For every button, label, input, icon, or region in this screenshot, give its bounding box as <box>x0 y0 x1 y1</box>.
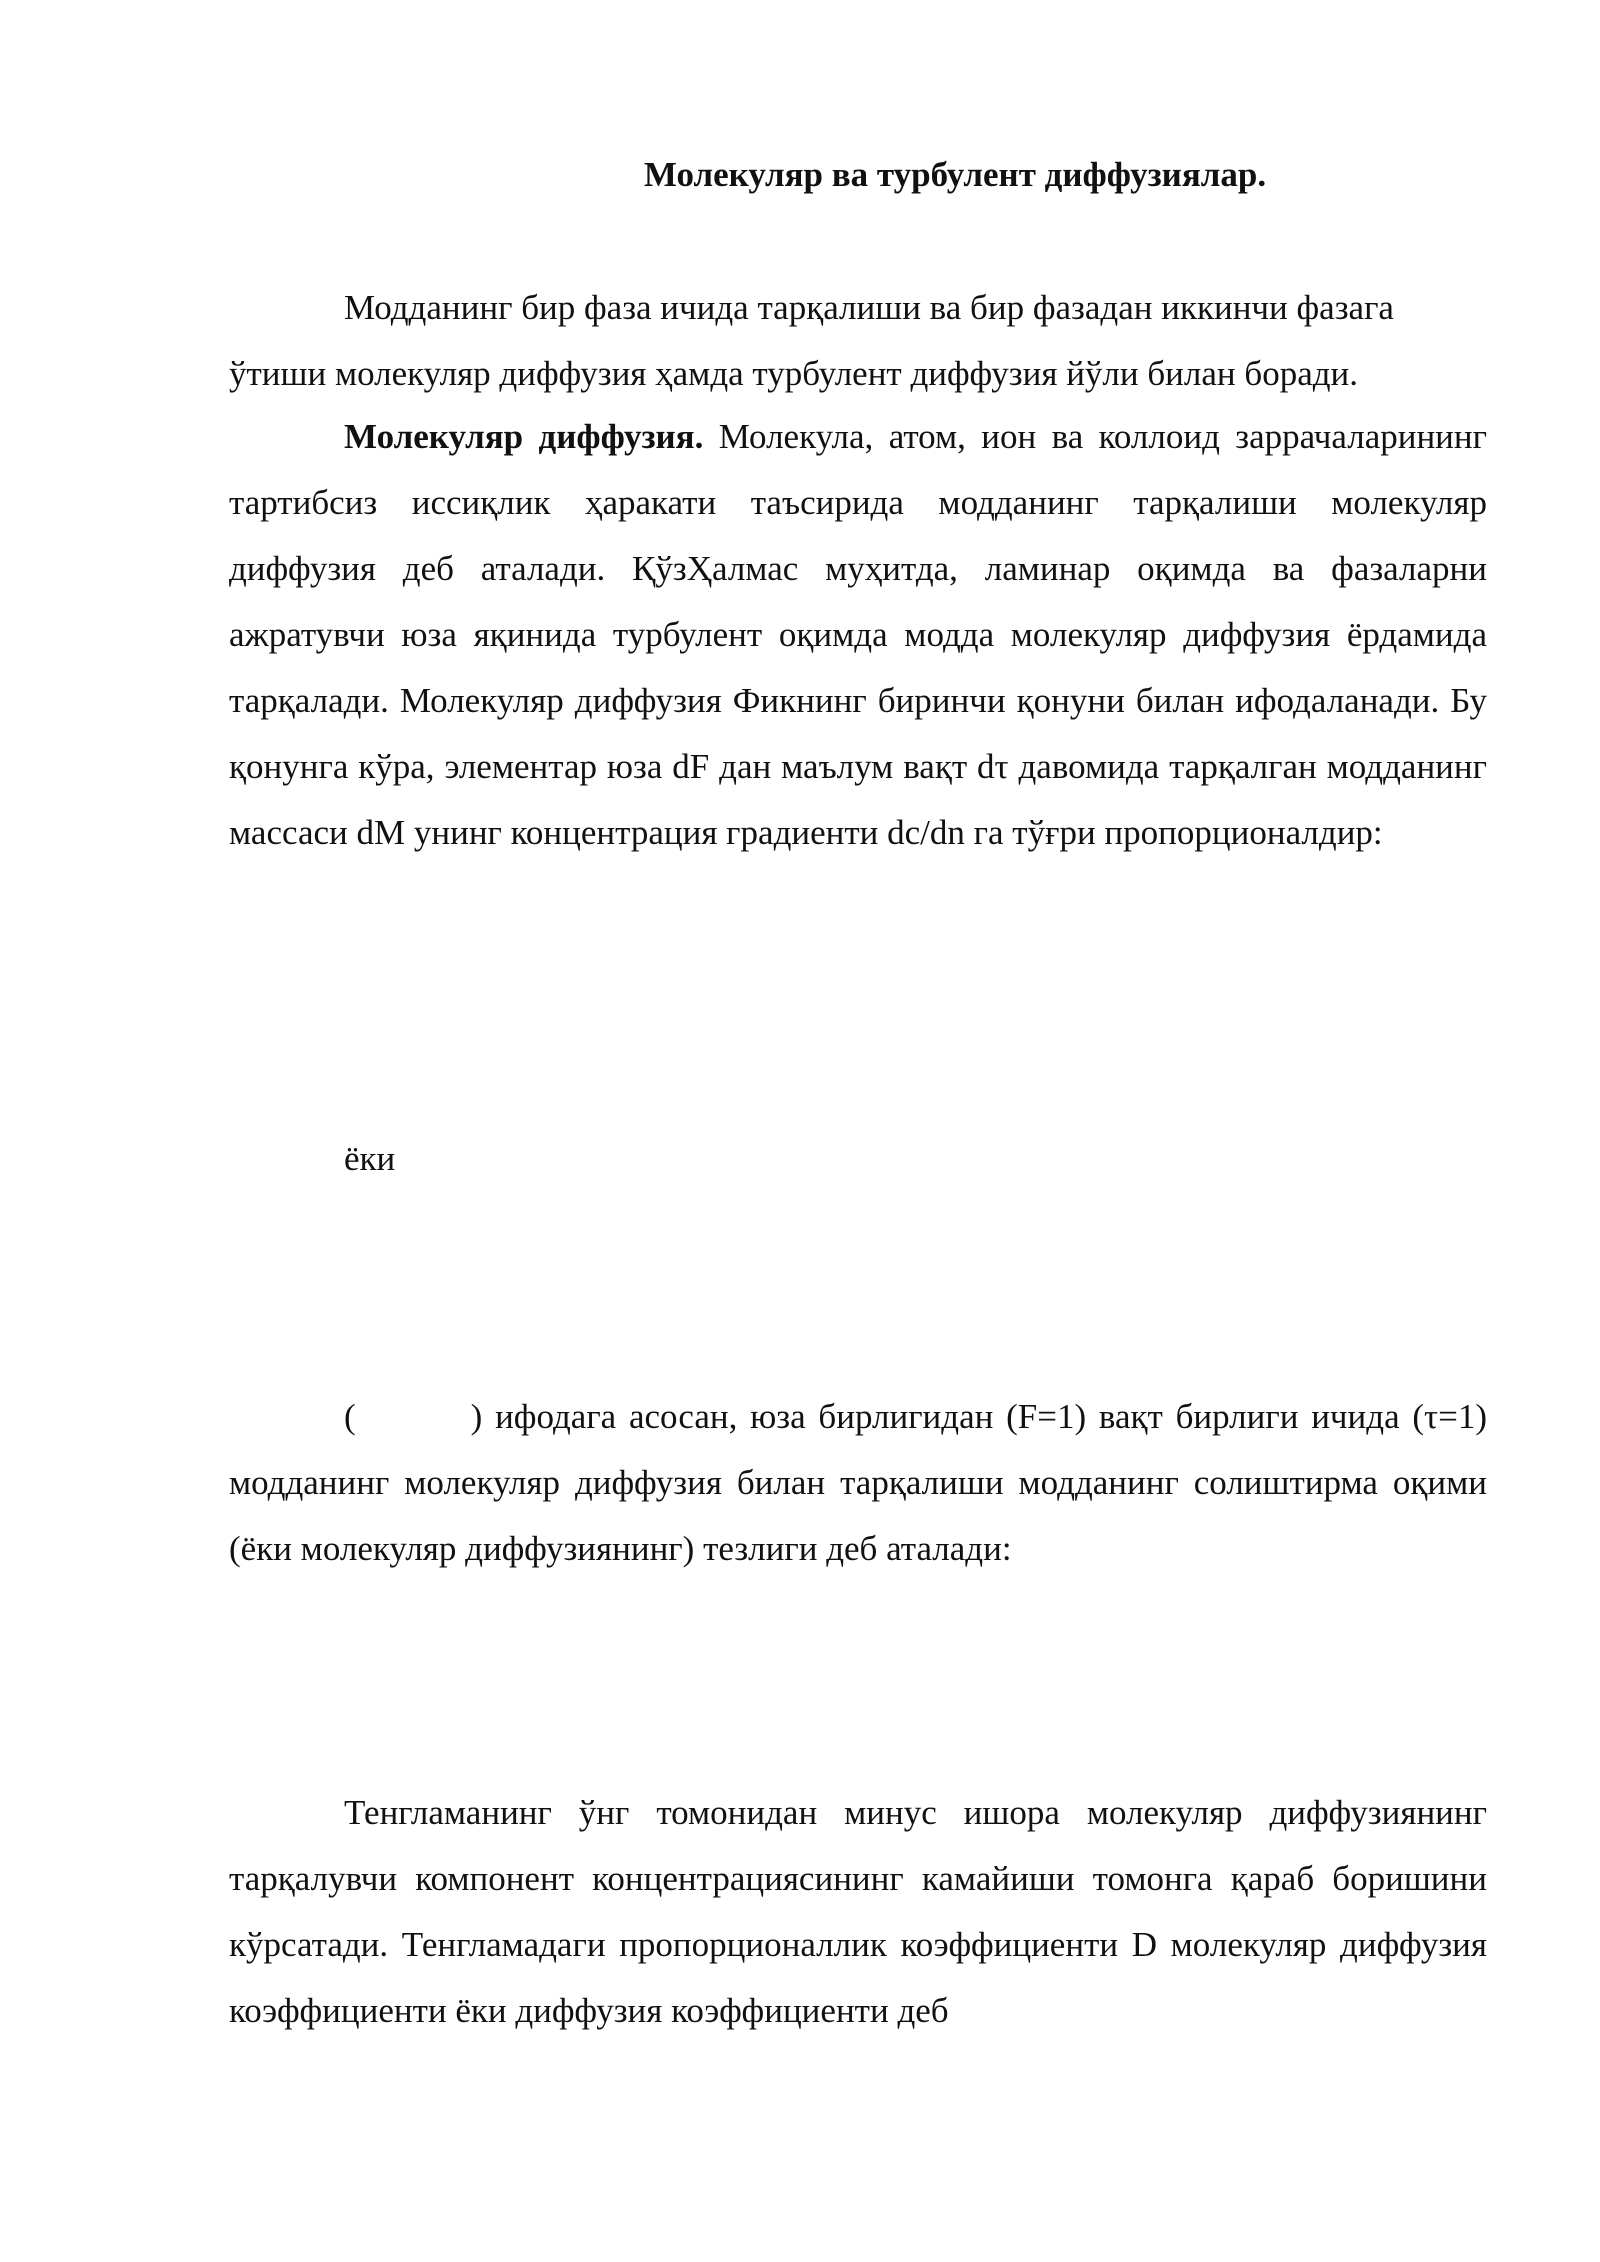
document-title: Молекуляр ва турбулент диффузиялар. <box>643 155 1267 194</box>
paragraph-molecular-diffusion <box>229 404 1487 866</box>
paragraph-molecular-diffusion-text: Молекула, атом, ион ва коллоид заррачаларининг тартибсиз иссиқлик ҳаракати таъсирида модданинг тарқалиши молекуляр диффузия деб аталади. ҚўзҲалмас муҳитда, ламинар оқимда ва фазаларни ажратувчи юза яқинида турбулент оқимда модда молекуляр диффузия ёрдамида тарқалади. Молекуляр диффузия Фикнинг биринчи қонуни билан ифодаланади. Бу қонунга кўра, элементар юза dF дан маълум вақт dτ давомида тарқалган модданинг массаси dM унинг концентрация градиенти dc/dn га тўғри пропорционалдир: <box>229 417 1488 852</box>
paragraph-intro: Модданинг бир фаза ичида тарқалиши ва бир фазадан иккинчи фазага ўтиши молекуляр диффузия ҳамда турбулент диффузия йўли билан боради. <box>229 288 1394 393</box>
paragraph-specific-flux <box>229 1384 1487 1582</box>
paren-open: ( <box>344 1397 356 1436</box>
paragraph-minus-sign: Тенгламанинг ўнг томонидан минус ишора молекуляр диффузиянинг тарқалувчи компонент концентрациясининг камайиши томонга қараб боришини кўрсатади. Тенгламадаги пропорционаллик коэффициенти D молекуляр диффузия коэффициенти ёки диффузия коэффициенти деб <box>229 1793 1487 2030</box>
formula-placeholder-fick <box>229 930 1487 1110</box>
formula-placeholder-flux <box>229 1580 1487 1760</box>
paragraph-specific-flux-text: ) ифодага асосан, юза бирлигидан (F=1) вақт бирлиги ичида (τ=1) модданинг молекуляр диффузия билан тарқалиши модданинг солиштирма оқими (ёки молекуляр диффузиянинг) тезлиги деб аталади: <box>229 1397 1487 1568</box>
paragraph-or: ёки <box>344 1139 396 1178</box>
term-molecular-diffusion: Молекуляр диффузия. <box>344 417 704 456</box>
